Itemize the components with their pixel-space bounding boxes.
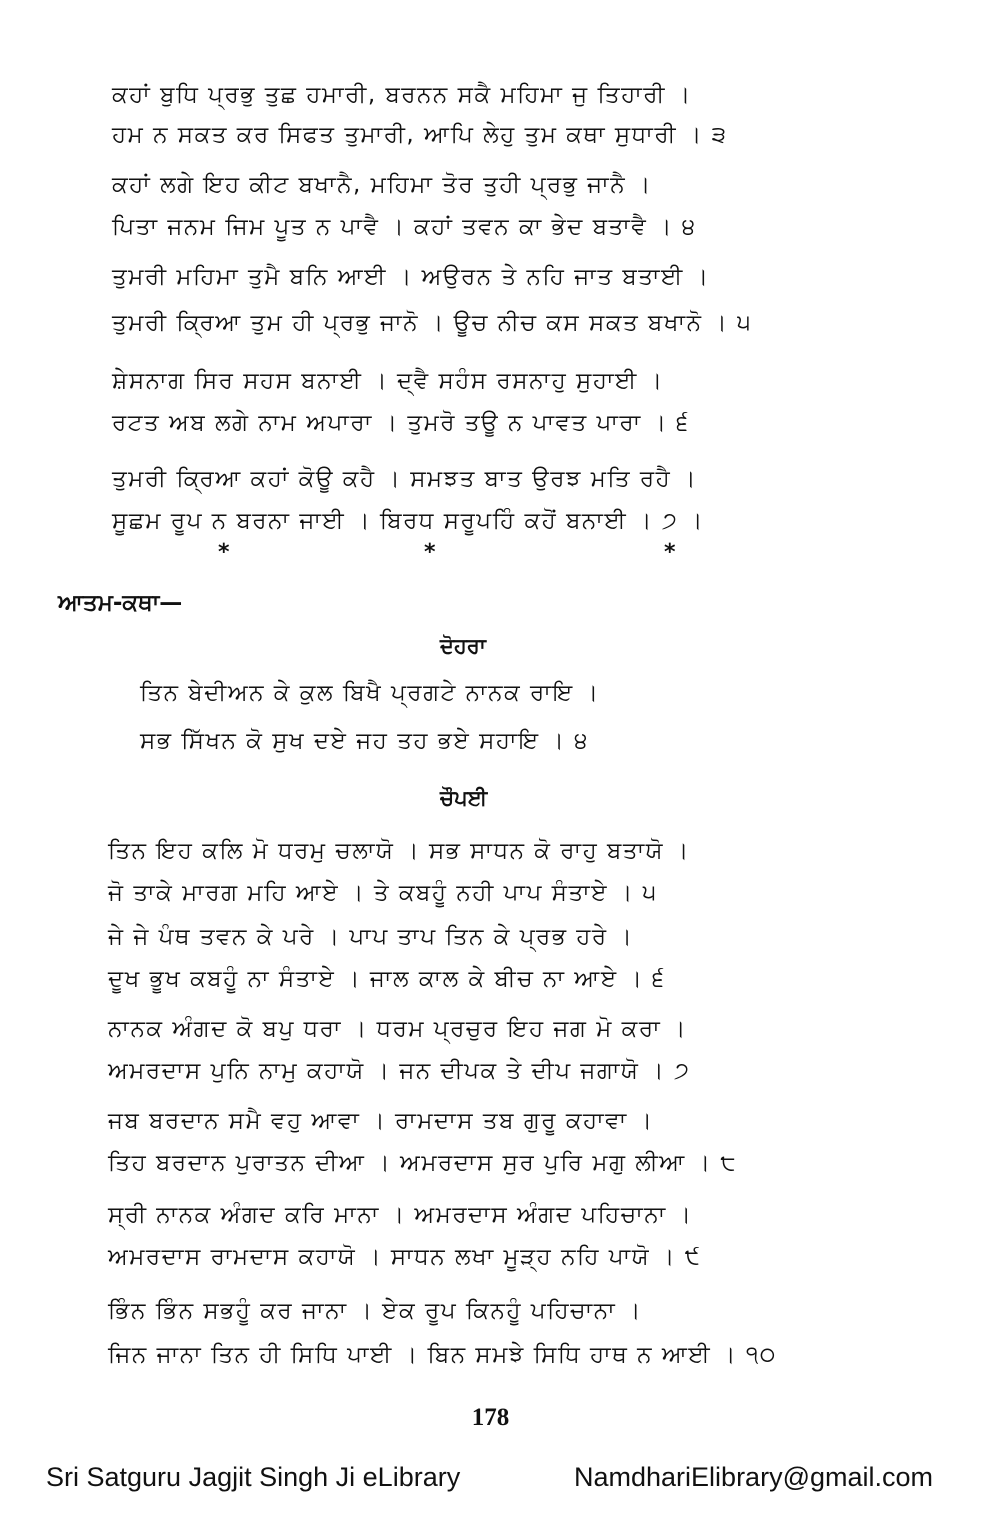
verse-line: ਪਿਤਾ ਜਨਮ ਜਿਮ ਪੂਤ ਨ ਪਾਵੈ । ਕਹਾਂ ਤਵਨ ਕਾ ਭੇਦ ਬਤਾਵੈ । ੪ [112, 214, 697, 240]
chaupai-line: ਤਿਹ ਬਰਦਾਨ ਪੁਰਾਤਨ ਦੀਆ । ਅਮਰਦਾਸ ਸੁਰ ਪੁਰਿ ਮਗੁ ਲੀਆ । ੮ [108, 1150, 738, 1176]
verse-line: ਸੂਛਮ ਰੂਪ ਨ ਬਰਨਾ ਜਾਈ । ਬਿਰਧ ਸਰੂਪਹਿੰ ਕਹੋਂ ਬਨਾਈ । ੭ । [112, 508, 704, 534]
chaupai-line: ਜੋ ਤਾਕੇ ਮਾਰਗ ਮਹਿ ਆਏ । ਤੇ ਕਬਹੂੰ ਨਹੀ ਪਾਪ ਸੰਤਾਏ । ੫ [108, 880, 658, 906]
dohra-title: ਦੋਹਰਾ [440, 634, 486, 658]
verse-line: ਰਟਤ ਅਬ ਲਗੇ ਨਾਮ ਅਪਾਰਾ । ਤੁਮਰੋ ਤਊ ਨ ਪਾਵਤ ਪਾਰਾ । ੬ [112, 410, 690, 436]
dohra-line: ਤਿਨ ਬੇਦੀਅਨ ਕੇ ਕੁਲ ਬਿਖੈ ਪ੍ਰਗਟੇ ਨਾਨਕ ਰਾਇ । [140, 680, 600, 706]
chaupai-line: ਤਿਨ ਇਹ ਕਲਿ ਮੋ ਧਰਮੁ ਚਲਾਯੋ । ਸਭ ਸਾਧਨ ਕੋ ਰਾਹੁ ਬਤਾਯੋ । [108, 838, 690, 864]
page-number: 178 [471, 1404, 510, 1431]
verse-line: ਤੁਮਰੀ ਮਹਿਮਾ ਤੁਮੈ ਬਨਿ ਆਈ । ਅਉਰਨ ਤੇ ਨਹਿ ਜਾਤ ਬਤਾਈ । [112, 264, 710, 290]
separator-star: * [664, 540, 676, 565]
verse-line: ਕਹਾਂ ਬੁਧਿ ਪ੍ਰਭੁ ਤੁਛ ਹਮਾਰੀ, ਬਰਨਨ ਸਕੈ ਮਹਿਮਾ ਜੁ ਤਿਹਾਰੀ । [112, 82, 692, 108]
separator-star: * [424, 540, 436, 565]
footer-email[interactable]: NamdhariElibrary@gmail.com [574, 1462, 934, 1492]
chaupai-line: ਜਬ ਬਰਦਾਨ ਸਮੈ ਵਹੁ ਆਵਾ । ਰਾਮਦਾਸ ਤਬ ਗੁਰੂ ਕਹਾਵਾ । [108, 1108, 654, 1134]
separator-star: * [218, 540, 230, 565]
chaupai-line: ਅਮਰਦਾਸ ਪੁਨਿ ਨਾਮੁ ਕਹਾਯੋ । ਜਨ ਦੀਪਕ ਤੇ ਦੀਪ ਜਗਾਯੋ । ੭ [108, 1058, 691, 1084]
chaupai-title: ਚੌਪਈ [440, 786, 488, 810]
chaupai-line: ਅਮਰਦਾਸ ਰਾਮਦਾਸ ਕਹਾਯੋ । ਸਾਧਨ ਲਖਾ ਮੂੜ੍ਹ ਨਹਿ ਪਾਯੋ । ੯ [108, 1244, 702, 1270]
footer-library-name: Sri Satguru Jagjit Singh Ji eLibrary [46, 1462, 461, 1492]
chaupai-line: ਭਿੰਨ ਭਿੰਨ ਸਭਹੂੰ ਕਰ ਜਾਨਾ । ਏਕ ਰੂਪ ਕਿਨਹੂੰ ਪਹਿਚਾਨਾ । [108, 1298, 642, 1324]
chaupai-line: ਜੇ ਜੇ ਪੰਥ ਤਵਨ ਕੇ ਪਰੇ । ਪਾਪ ਤਾਪ ਤਿਨ ਕੇ ਪ੍ਰਭ ਹਰੇ । [108, 924, 634, 950]
section-title: ਆਤਮ-ਕਥਾ— [58, 590, 183, 616]
chaupai-line: ਜਿਨ ਜਾਨਾ ਤਿਨ ਹੀ ਸਿਧਿ ਪਾਈ । ਬਿਨ ਸਮਝੇ ਸਿਧਿ ਹਾਥ ਨ ਆਈ । ੧੦ [108, 1342, 777, 1368]
chaupai-line: ਸ੍ਰੀ ਨਾਨਕ ਅੰਗਦ ਕਰਿ ਮਾਨਾ । ਅਮਰਦਾਸ ਅੰਗਦ ਪਹਿਚਾਨਾ । [108, 1202, 693, 1228]
chaupai-line: ਨਾਨਕ ਅੰਗਦ ਕੋ ਬਪੁ ਧਰਾ । ਧਰਮ ਪ੍ਰਚੁਰ ਇਹ ਜਗ ਮੋ ਕਰਾ । [108, 1016, 688, 1042]
verse-line: ਕਹਾਂ ਲਗੇ ਇਹ ਕੀਟ ਬਖਾਨੈ, ਮਹਿਮਾ ਤੋਰ ਤੁਹੀ ਪ੍ਰਭੁ ਜਾਨੈ । [112, 172, 652, 198]
verse-line: ਤੁਮਰੀ ਕ੍ਰਿਆ ਤੁਮ ਹੀ ਪ੍ਰਭੁ ਜਾਨੋ । ਊਚ ਨੀਚ ਕਸ ਸਕਤ ਬਖਾਨੋ । ੫ [112, 310, 753, 336]
dohra-line: ਸਭ ਸਿੱਖਨ ਕੋ ਸੁਖ ਦਏ ਜਹ ਤਹ ਭਏ ਸਹਾਇ । ੪ [140, 728, 589, 754]
verse-line: ਸ਼ੇਸਨਾਗ ਸਿਰ ਸਹਸ ਬਨਾਈ । ਦ੍ਵੈ ਸਹੰਸ ਰਸਨਾਹੁ ਸੁਹਾਈ । [112, 368, 664, 394]
verse-line: ਤੁਮਰੀ ਕ੍ਰਿਆ ਕਹਾਂ ਕੋਊ ਕਹੈ । ਸਮਝਤ ਬਾਤ ਉਰਝ ਮਤਿ ਰਹੈ । [112, 466, 698, 492]
chaupai-line: ਦੂਖ ਭੂਖ ਕਬਹੂੰ ਨਾ ਸੰਤਾਏ । ਜਾਲ ਕਾਲ ਕੇ ਬੀਚ ਨਾ ਆਏ । ੬ [108, 966, 666, 992]
verse-line: ਹਮ ਨ ਸਕਤ ਕਰ ਸਿਫਤ ਤੁਮਾਰੀ, ਆਪਿ ਲੇਹੁ ਤੁਮ ਕਥਾ ਸੁਧਾਰੀ । ੩ [112, 122, 728, 148]
section-separator [0, 540, 981, 570]
